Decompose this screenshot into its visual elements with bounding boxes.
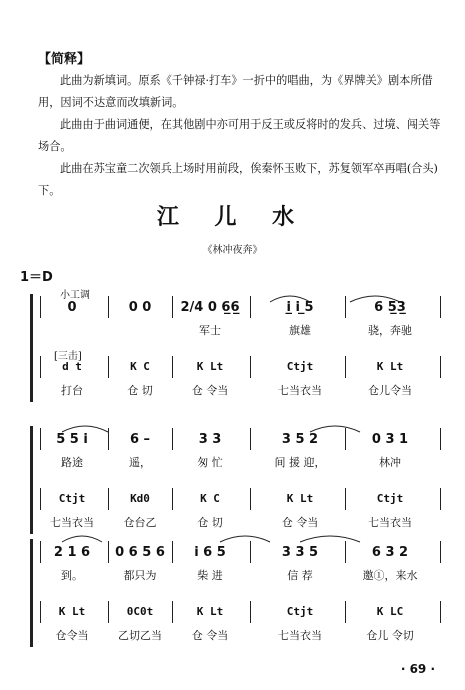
note-measure: i̲ i ̲5 xyxy=(286,300,314,315)
lyric-syllables: 到。 xyxy=(61,569,83,582)
lyric-syllables: 旗雄 xyxy=(289,324,311,337)
percussion-measure: K C xyxy=(200,492,220,505)
note-measure: 0 6 5 6 xyxy=(115,545,165,560)
percussion-syllables: 仓 令当 xyxy=(281,516,319,529)
note-measure: 3 5 2 xyxy=(281,432,319,447)
song-subtitle: 《林冲夜奔》 xyxy=(202,245,263,256)
slur-arc xyxy=(270,296,310,302)
percussion-syllables: 打台 xyxy=(61,384,83,397)
notes-paragraph-1: 此曲为新填词。原系《千钟禄·打车》一折中的唱曲，为《界牌关》剧本所借用，因词不达意而改填新词。 xyxy=(38,74,433,109)
note-measure: 2/4 0 6̲6̲ xyxy=(180,300,240,315)
percussion-measure: K LC xyxy=(376,605,404,618)
note-measure: 2 1 6 xyxy=(53,545,91,560)
slur-arc xyxy=(350,296,400,302)
percussion-measure: 0C0t xyxy=(126,605,154,618)
slur-arc xyxy=(62,426,108,432)
tune-label: 小工调 xyxy=(60,290,90,301)
note-measure: 3 3 xyxy=(198,432,222,447)
percussion-measure: Ctjt xyxy=(286,360,314,373)
note-measure: i 6 5 xyxy=(194,545,226,560)
note-measure: 6 – xyxy=(129,432,151,447)
lyric-syllables: 路途 xyxy=(61,456,83,469)
key-signature: 1＝D xyxy=(20,270,53,285)
percussion-measure: K Lt xyxy=(286,492,314,505)
percussion-measure: K Lt xyxy=(58,605,86,618)
percussion-syllables: 仓 令当 xyxy=(191,629,229,642)
percussion-syllables: 仓 令当 xyxy=(191,384,229,397)
percussion-syllables: 仓儿 令切 xyxy=(366,629,414,642)
lyric-syllables: 间 援 迎， xyxy=(274,456,326,469)
percussion-syllables: 乙切乙当 xyxy=(118,629,162,642)
slur-arc xyxy=(310,426,360,432)
note-measure: 0 xyxy=(67,300,77,315)
percussion-syllables: 七当衣当 xyxy=(50,516,94,529)
song-title: 江 儿 水 xyxy=(156,204,309,230)
percussion-measure: Ctjt xyxy=(286,605,314,618)
lyric-syllables: 军士 xyxy=(199,324,221,337)
percussion-measure: K Lt xyxy=(196,605,224,618)
percussion-syllables: 七当衣当 xyxy=(278,629,322,642)
note-measure: 5 5 i xyxy=(56,432,88,447)
percussion-measure: K Lt xyxy=(376,360,404,373)
percussion-label: [三击] xyxy=(54,351,82,362)
percussion-measure: Kd0 xyxy=(130,492,150,505)
percussion-measure: Ctjt xyxy=(376,492,404,505)
note-measure: 0 0 xyxy=(128,300,152,315)
lyric-syllables: 骁，奔驰 xyxy=(368,324,412,337)
lyric-syllables: 柴 进 xyxy=(197,569,223,582)
percussion-measure: Ctjt xyxy=(58,492,86,505)
note-measure: 6 3 2 xyxy=(371,545,409,560)
percussion-syllables: 七当衣当 xyxy=(278,384,322,397)
percussion-measure: K Lt xyxy=(196,360,224,373)
lyric-syllables: 匆 忙 xyxy=(197,456,223,469)
notes-paragraph-2: 此曲由于曲词通便，在其他剧中亦可用于反王或反将时的发兵、过境、闯关等场合。 xyxy=(38,118,441,153)
lyric-syllables: 信 荐 xyxy=(287,569,313,582)
lyric-syllables: 邀①，来水 xyxy=(362,569,418,582)
lyric-syllables: 遥， xyxy=(129,456,151,469)
percussion-syllables: 仓 切 xyxy=(127,384,153,397)
lyric-syllables: 都只为 xyxy=(123,569,157,582)
percussion-syllables: 仓儿令当 xyxy=(368,384,412,397)
slur-arc xyxy=(62,536,102,542)
percussion-syllables: 仓 切 xyxy=(197,516,223,529)
percussion-syllables: 仓台乙 xyxy=(123,516,157,529)
page-number: · 69 · xyxy=(400,662,435,676)
notes-heading: 【简释】 xyxy=(38,52,91,67)
note-measure: 3 3 5 xyxy=(281,545,319,560)
percussion-measure: d t xyxy=(62,360,82,373)
percussion-syllables: 仓令当 xyxy=(55,629,89,642)
note-measure: 0 3 1 xyxy=(371,432,409,447)
slur-arc xyxy=(300,536,360,542)
slur-arc xyxy=(220,536,270,542)
lyric-syllables: 林冲 xyxy=(379,456,401,469)
percussion-measure: K C xyxy=(130,360,150,373)
note-measure: 6 5̲3̲ xyxy=(374,300,406,315)
percussion-syllables: 七当衣当 xyxy=(368,516,412,529)
notes-paragraph-3: 此曲在苏宝童二次领兵上场时用前段，俟秦怀玉败下，苏复领军卒再唱(合头)下。 xyxy=(38,162,438,197)
